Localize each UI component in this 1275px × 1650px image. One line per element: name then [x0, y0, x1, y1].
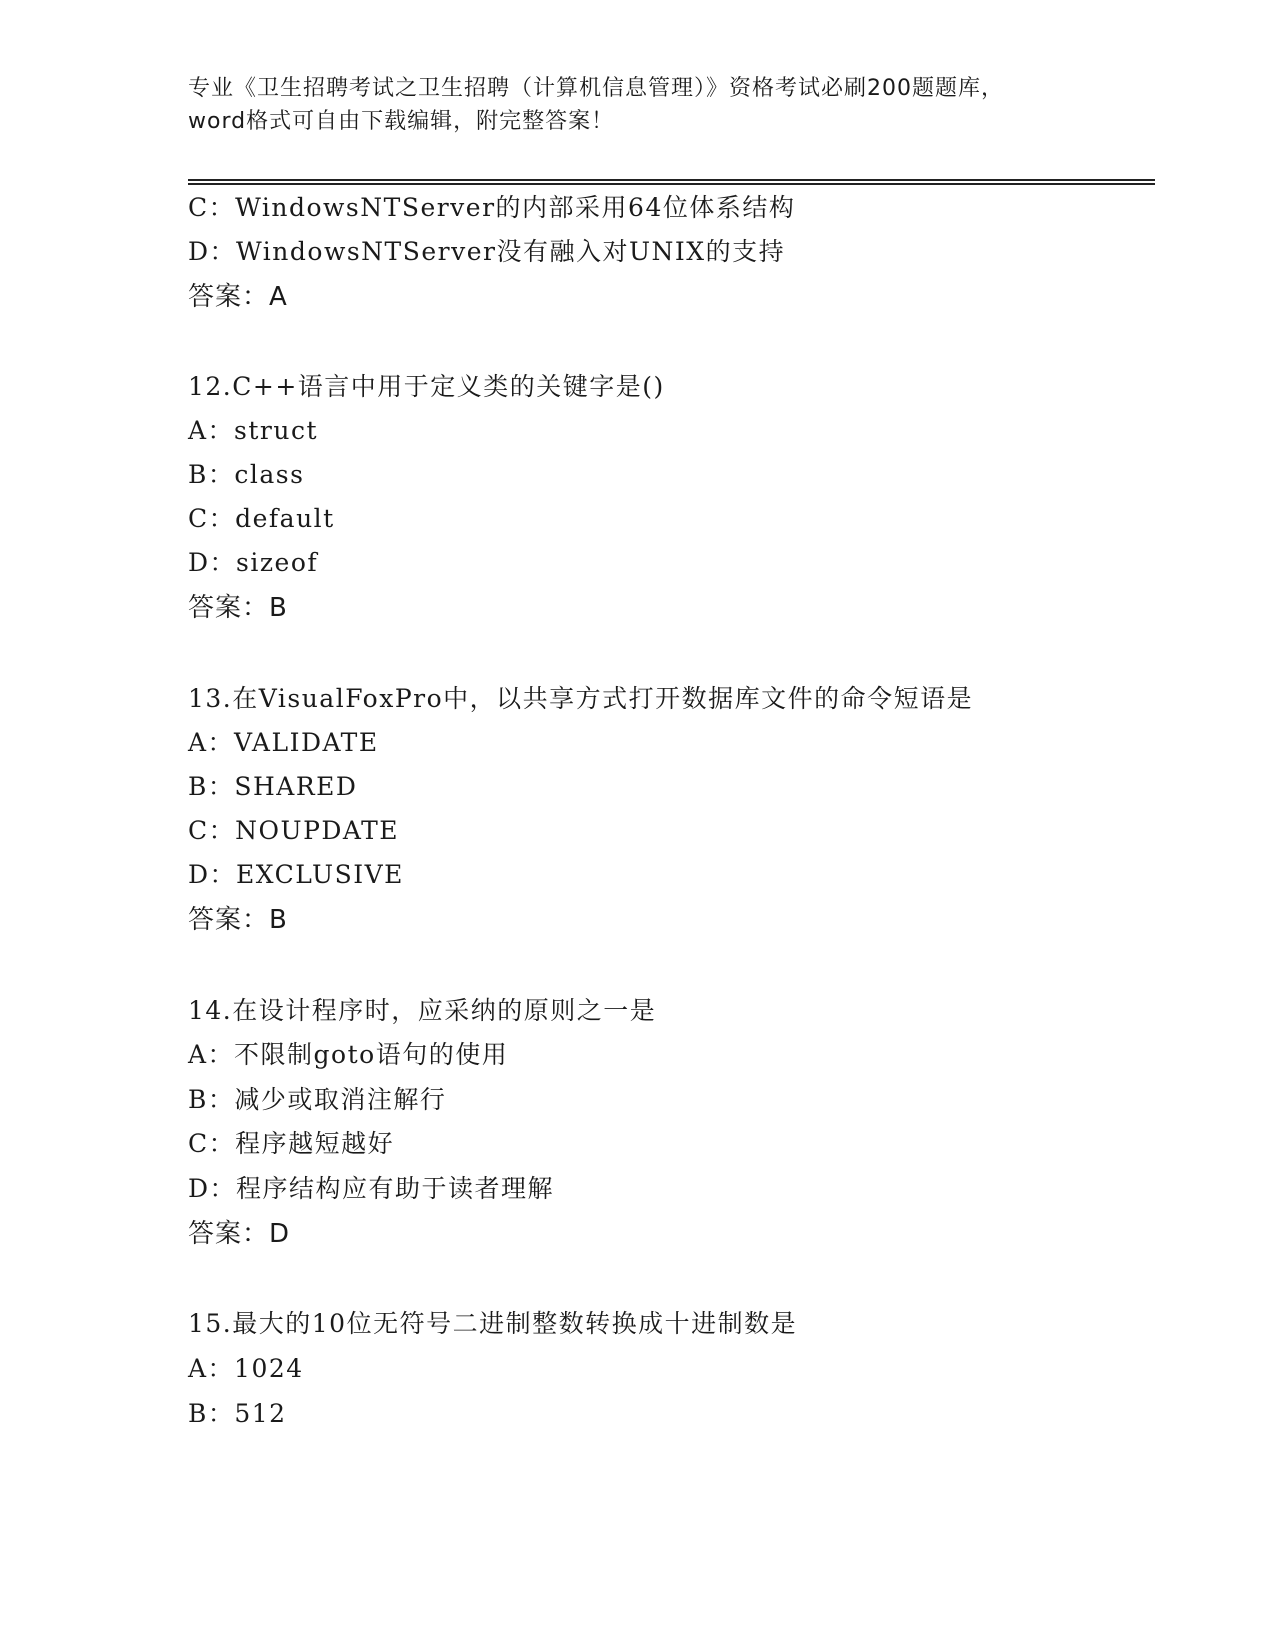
- q15-stem: 15.最大的10位无符号二进制整数转换成十进制数是: [188, 1309, 798, 1338]
- q12-stem: 12.C++语言中用于定义类的关键字是(): [188, 372, 665, 401]
- header-rule-bottom: [188, 183, 1155, 185]
- q12-option-b: B：class: [188, 460, 305, 489]
- q13-option-a: A：VALIDATE: [188, 728, 379, 757]
- q13-option-b: B：SHARED: [188, 772, 358, 801]
- q12-option-c: C：default: [188, 504, 335, 533]
- document-header: [188, 72, 1088, 138]
- q12-answer: 答案：B: [188, 593, 288, 623]
- q15-option-b: B：512: [188, 1399, 287, 1428]
- q11-answer: 答案：A: [188, 282, 288, 312]
- q12-option-a: A：struct: [188, 416, 319, 445]
- q13-answer: 答案：B: [188, 905, 288, 935]
- q14-answer: 答案：D: [188, 1219, 291, 1249]
- q14-option-c: C：程序越短越好: [188, 1129, 395, 1158]
- q12-option-d: D：sizeof: [188, 548, 319, 577]
- q13-option-c: C：NOUPDATE: [188, 816, 400, 845]
- q15-option-a: A：1024: [188, 1354, 304, 1383]
- q11-option-d: D：WindowsNTServer没有融入对UNIX的支持: [188, 237, 786, 266]
- header-rule-top: [188, 179, 1155, 181]
- header-line-2: word格式可自由下载编辑，附完整答案！: [188, 109, 615, 134]
- q14-option-d: D：程序结构应有助于读者理解: [188, 1174, 555, 1203]
- q11-option-c: C：WindowsNTServer的内部采用64位体系结构: [188, 193, 796, 222]
- q13-stem: 13.在VisualFoxPro中，以共享方式打开数据库文件的命令短语是: [188, 684, 974, 713]
- q14-option-b: B：减少或取消注解行: [188, 1085, 447, 1114]
- q14-stem: 14.在设计程序时，应采纳的原则之一是: [188, 996, 657, 1025]
- q14-option-a: A：不限制goto语句的使用: [188, 1040, 509, 1069]
- q13-option-d: D：EXCLUSIVE: [188, 860, 404, 889]
- header-line-1: 专业《卫生招聘考试之卫生招聘（计算机信息管理）》资格考试必刷200题题库，: [188, 76, 1004, 101]
